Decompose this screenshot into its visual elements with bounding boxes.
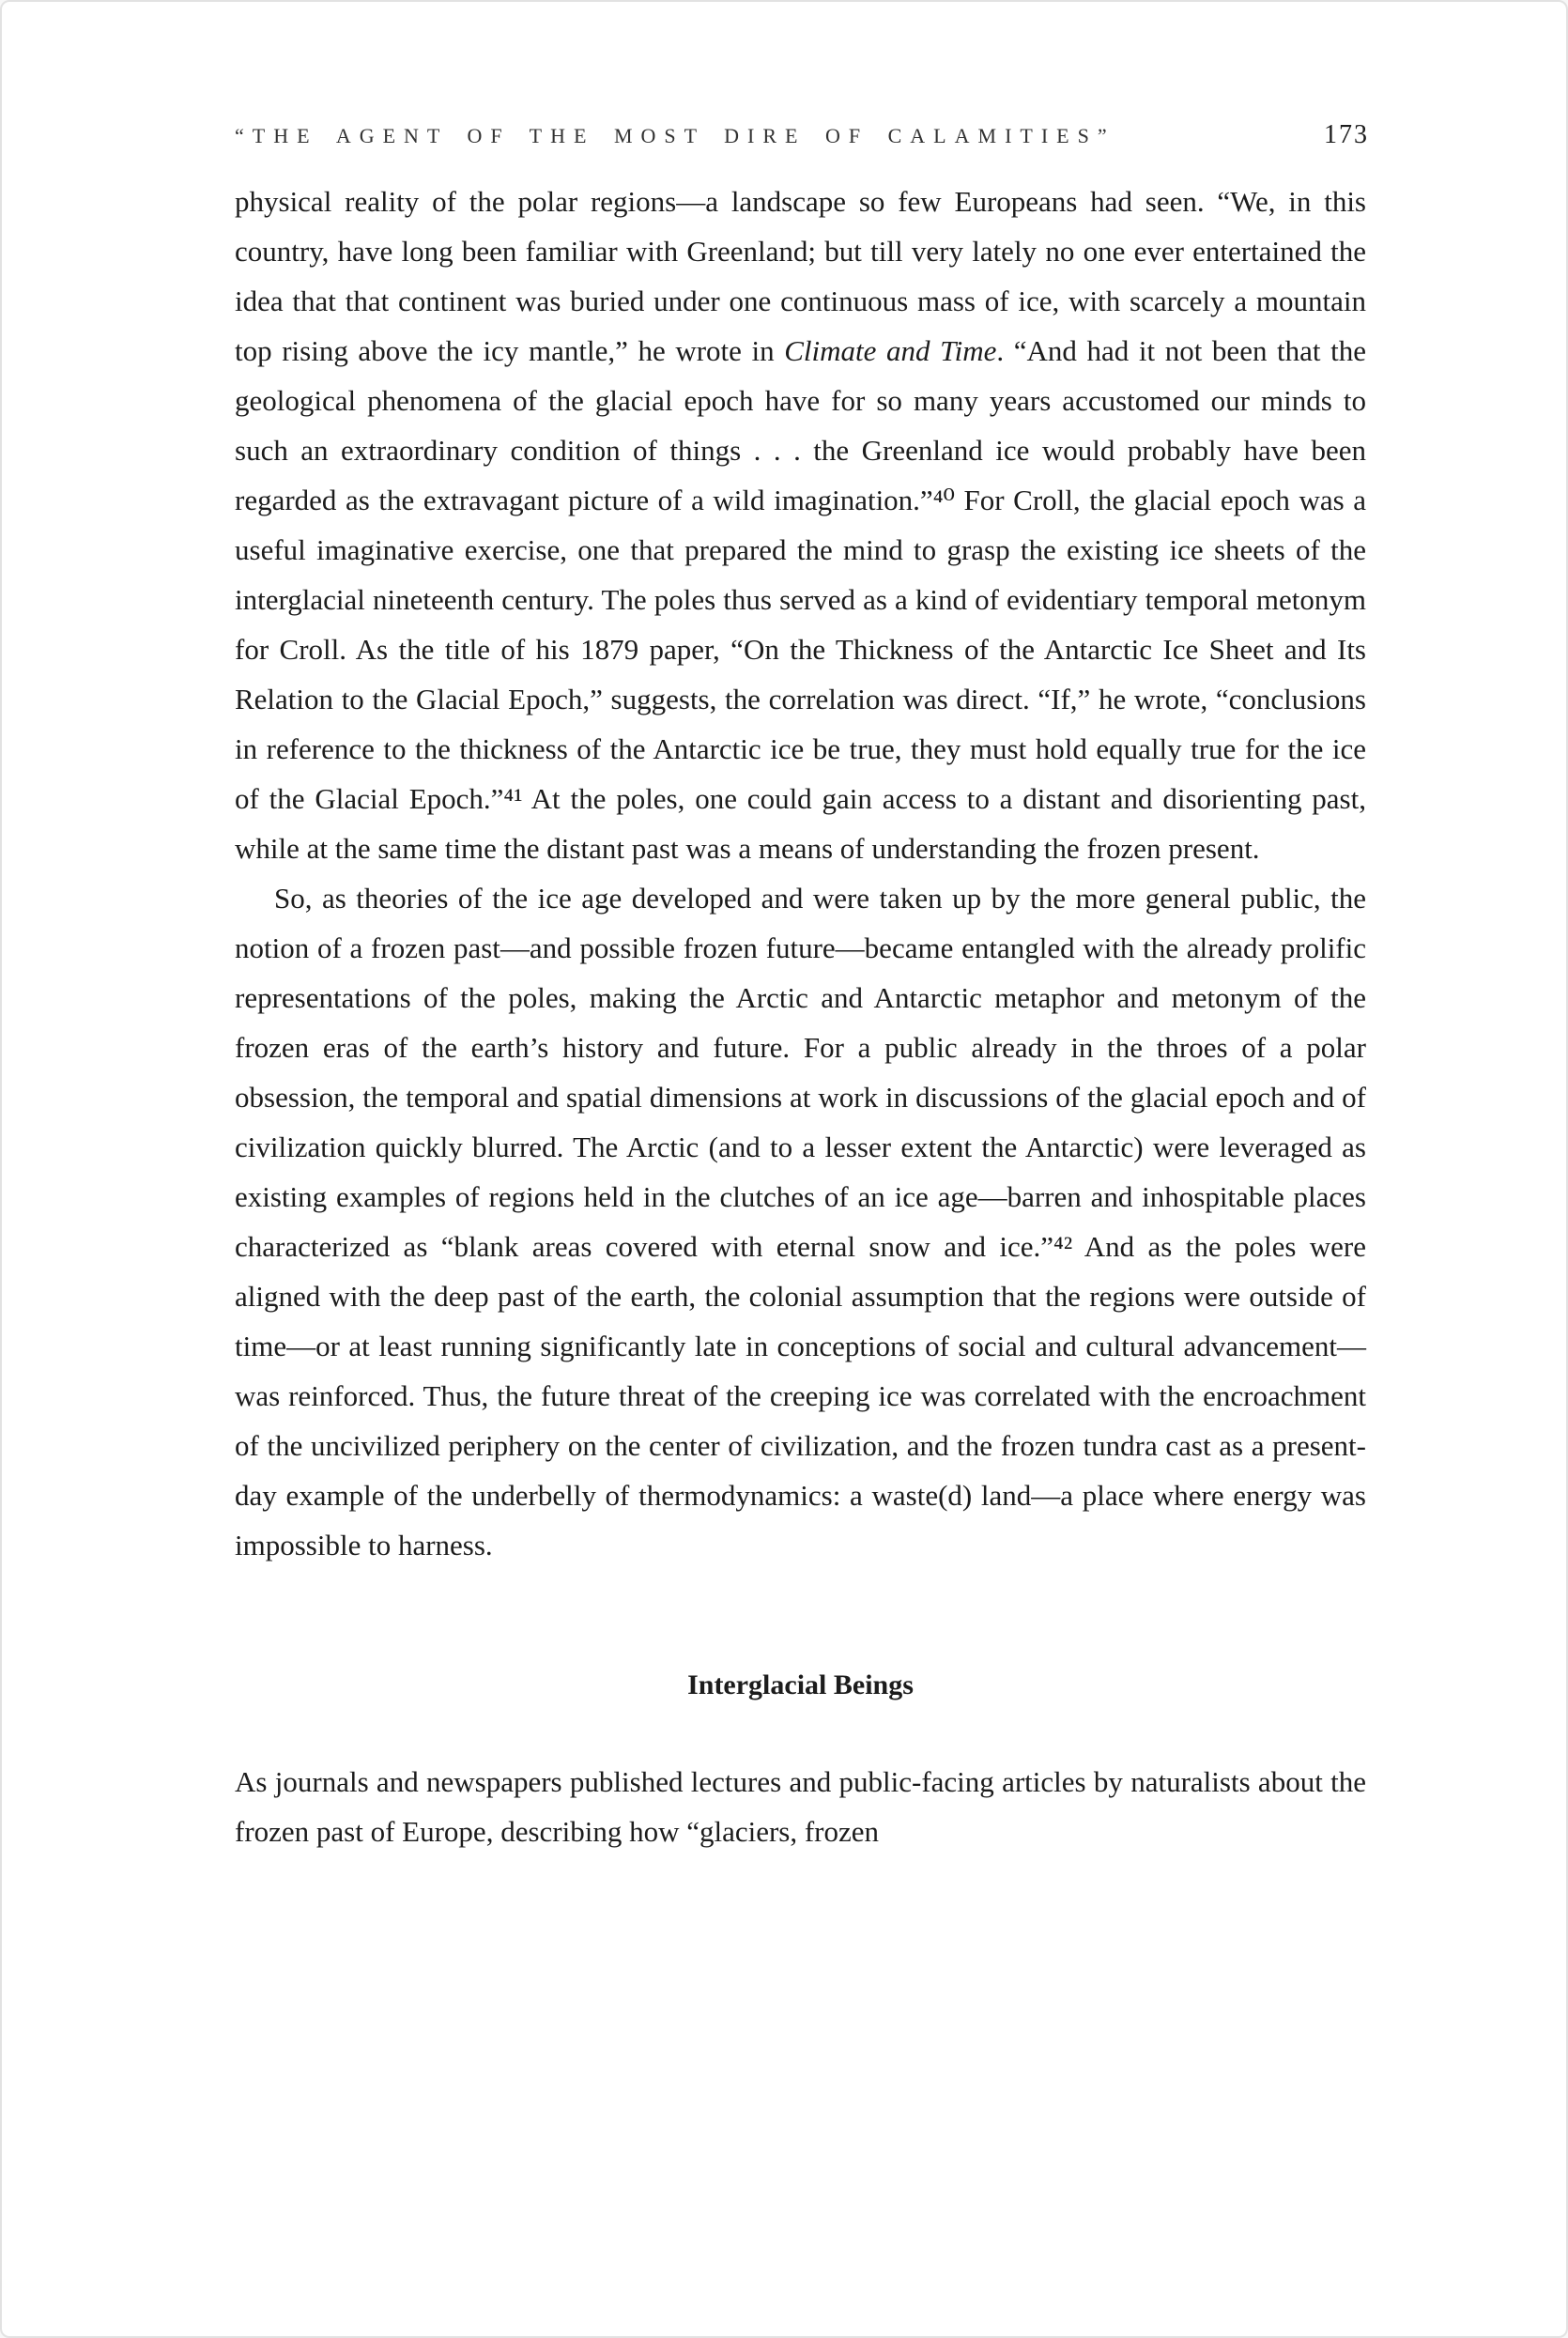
book-title-climate-and-time: Climate and Time bbox=[784, 334, 997, 367]
section-heading: Interglacial Beings bbox=[687, 1669, 914, 1700]
running-head bbox=[235, 120, 1369, 150]
para1-text-after-italic: . “And had it not been that the geological phenomena of the glacial epoch have for so many years accustomed our minds to such an extraordinary condition of things . . . the Greenland ice would probably have been regarded as the extravagant picture of a wild imagination.”⁴⁰ For Croll, the glacial epoch was a useful imaginative exercise, one that prepared the mind to grasp the existing ice sheets of the interglacial nineteenth century. The poles thus served as a kind of evidentiary temporal metonym for Croll. As the title of his 1879 paper, “On the Thickness of the Antarctic Ice Sheet and Its Relation to the Glacial Epoch,” suggests, the correlation was direct. “If,” he wrote, “conclusions in reference to the thickness of the Antarctic ice be true, they must hold equally true for the ice of the Glacial Epoch.”⁴¹ At the poles, one could gain access to a distant and disorienting past, while at the same time the distant past was a means of understanding the frozen present. bbox=[235, 334, 1367, 865]
paragraph-3: As journals and newspapers published lectures and public-facing articles by naturalists about the frozen past of Europe, describing how “glaciers, frozen bbox=[235, 1765, 1366, 1848]
running-title: “THE AGENT OF THE MOST DIRE OF CALAMITIES” bbox=[235, 124, 1115, 147]
paragraph-continuation bbox=[235, 177, 1366, 873]
page-number: 173 bbox=[1324, 120, 1369, 149]
text-block bbox=[235, 177, 1366, 1856]
paragraph-2: So, as theories of the ice age developed and were taken up by the more general public, the notion of a frozen past—and possible frozen future—became entangled with the already prolific representations of the poles, making the Arctic and Antarctic metaphor and metonym of the frozen eras of the earth’s history and future. For a public already in the throes of a polar obsession, the temporal and spatial dimensions at work in discussions of the glacial epoch and of civilization quickly blurred. The Arctic (and to a lesser extent the Antarctic) were leveraged as existing examples of regions held in the clutches of an ice age—barren and inhospitable places characterized as “blank areas covered with eternal snow and ice.”⁴² And as the poles were aligned with the deep past of the earth, the colonial assumption that the regions were outside of time—or at least running significantly late in conceptions of social and cultural advancement—was reinforced. Thus, the future threat of the creeping ice was correlated with the encroachment of the uncivilized periphery on the center of civilization, and the frozen tundra cast as a present-day example of the underbelly of thermodynamics: a waste(d) land—a place where energy was impossible to harness. bbox=[235, 882, 1366, 1561]
para1-text-before-italic: physical reality of the polar regions—a landscape so few Europeans had seen. “We, in this country, have long been familiar with Greenland; but till very lately no one ever entertained the idea that that continent was buried under one continuous mass of ice, with scarcely a mountain top rising above the icy mantle,” he wrote in bbox=[235, 185, 1366, 367]
